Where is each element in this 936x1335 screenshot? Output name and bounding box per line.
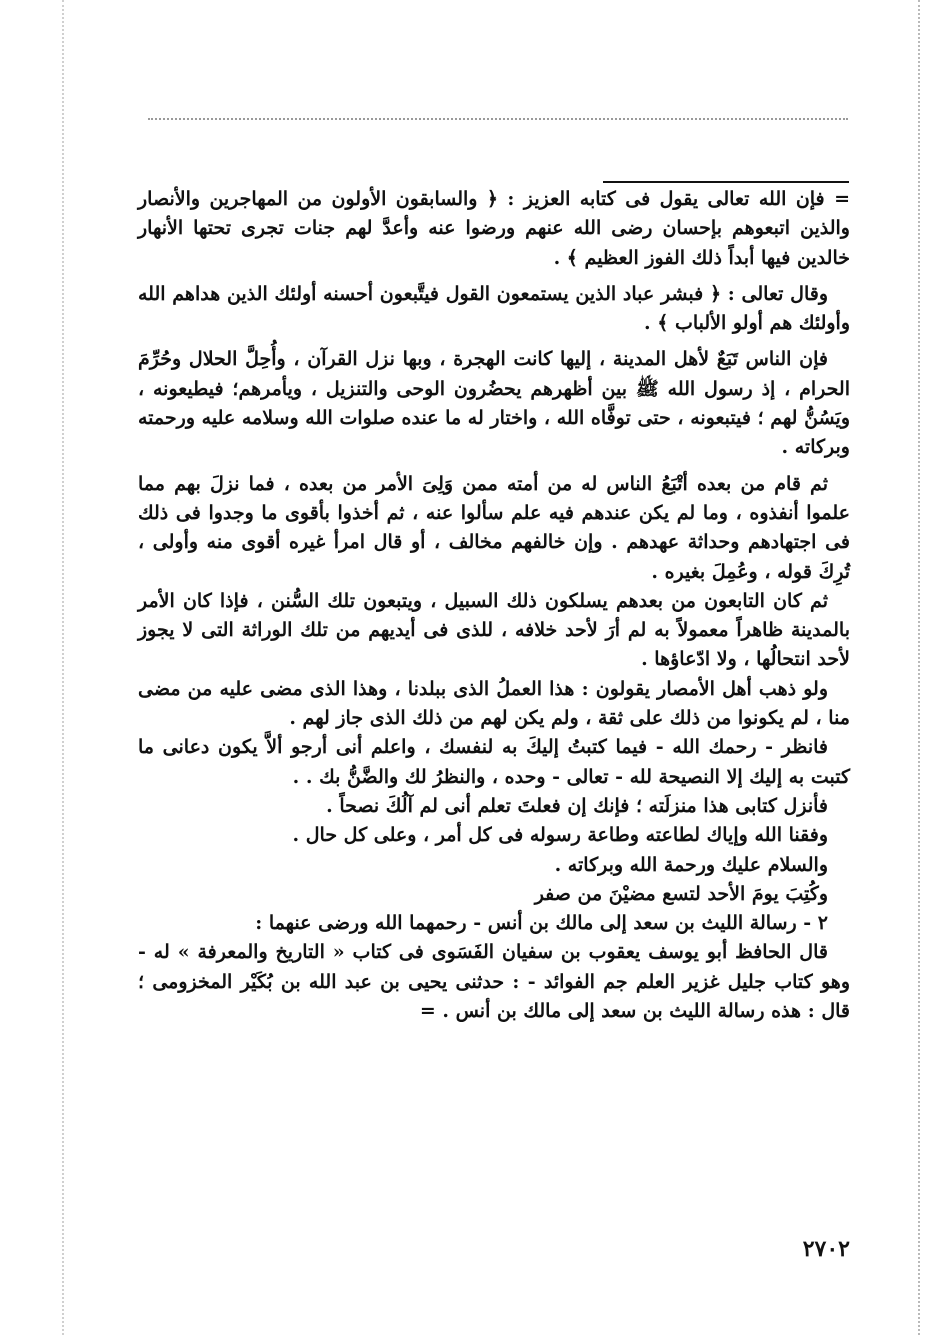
section-heading: ٢ - رسالة الليث بن سعد إلى مالك بن أنس - رحمهما الله ورضى عنهما : [255,912,828,935]
section-rule [603,181,849,183]
paragraph-6: ولو ذهب أهل الأمصار يقولون : هذا العملُ الذى ببلدنا ، وهذا الذى مضى عليه من مضى منا ، لم يكونوا من ذلك على ثقة ، ولم يكن لهم من ذلك الذى جاز لهم . [138,677,850,730]
paragraph-7: فانظر - رحمك الله - فيما كتبتُ إليكَ به لنفسك ، واعلم أنى أرجو ألاَّ يكون دعانى ما كتبت به إليك إلا النصيحة لله - تعالى - وحده ، والنظرُ لك والضَّنُّ بك . . [138,736,850,788]
paragraph-8: فأنزل كتابى هذا منزلَته ؛ فإنك إن فعلتَ تعلم أنى لم آلُكَ نصحاً . [326,794,828,817]
paragraph-9: وفقنا الله وإياك لطاعته وطاعة رسوله فى كل أمر ، وعلى كل حال . [292,824,828,847]
paragraph-3: فإن الناس تَبَعٌ لأهل المدينة ، إليها كانت الهجرة ، وبها نزل القرآن ، وأُحِلَّ الحلال وحُرِّمَ الحرام ، إذ رسول الله ﷺ بين أظهرهم يحضُرون الوحى والتنزيل ، ويأمرهم؛ فيطيعونه ، ويَسُنُّ لهم ؛ فيتبعونه ، حتى توفَّاه الله ، واختار له ما عنده صلوات الله وسلامه عليه ورحمته وبركاته . [138,348,850,459]
paragraph-4: ثم قام من بعده أتْبَعُ الناس له من أمته ممن وَلِىَ الأمر من بعده ، فما نزلَ بهم مما علموا أنفذوه ، وما لم يكن عندهم فيه علم سألوا عنه ، ثم أخذوا بأقوى ما وجدوا فى ذلك فى اجتهادهم وحداثة عهدهم . وإن خالفهم مخالف ، أو قال امرأ غيره أقوى منه وأولى ، تُرِكَ قوله ، وعُمِلَ بغيره . [138,472,850,583]
page-number: ٢٧٠٢ [802,1236,850,1262]
scan-line-left [62,0,64,1335]
closing-salutation: والسلام عليك ورحمة الله وبركاته . [554,853,828,876]
paragraph-1: = فإن الله تعالى يقول فى كتابه العزيز : ﴿ والسابقون الأولون من المهاجرين والأنصار والذين اتبعوهم بإحسان رضى الله عنهم ورضوا عنه وأعدَّ لهم جنات تجرى تحتها الأنهار خالدين فيها أبداً ذلك الفوز العظيم ﴾ . [138,188,850,269]
header-dotted-rule [148,118,848,120]
paragraph-13: قال الحافظ أبو يوسف يعقوب بن سفيان الفَسَوى فى كتاب « التاريخ والمعرفة » له - وهو كتاب جليل غزير العلم جم الفوائد - : حدثنى يحيى بن عبد الله بن بُكَيْر المخزومى ؛ قال : هذه رسالة الليث بن سعد إلى مالك بن أنس . = [138,941,850,1023]
paragraph-5: ثم كان التابعون من بعدهم يسلكون ذلك السبيل ، ويتبعون تلك السُّنن ، فإذا كان الأمر بالمدينة ظاهراً معمولاً به لم أرَ لأحد خلافه ، للذى فى أيديهم من تلك الوراثة التى لا يجوز لأحد انتحالُها ، ولا ادّعاؤها . [138,589,850,671]
scan-line-right [918,0,920,1335]
paragraph-2: وقال تعالى : ﴿ فبشر عباد الذين يستمعون القول فيتَّبعون أحسنه أولئك الذين هداهم الله وأولئك هم أولو الألباب ﴾ . [138,282,850,335]
page-body [138,185,850,1026]
letter-date: وكُتِبَ يومَ الأحد لتسع مضيْنَ من صفر [534,882,828,905]
